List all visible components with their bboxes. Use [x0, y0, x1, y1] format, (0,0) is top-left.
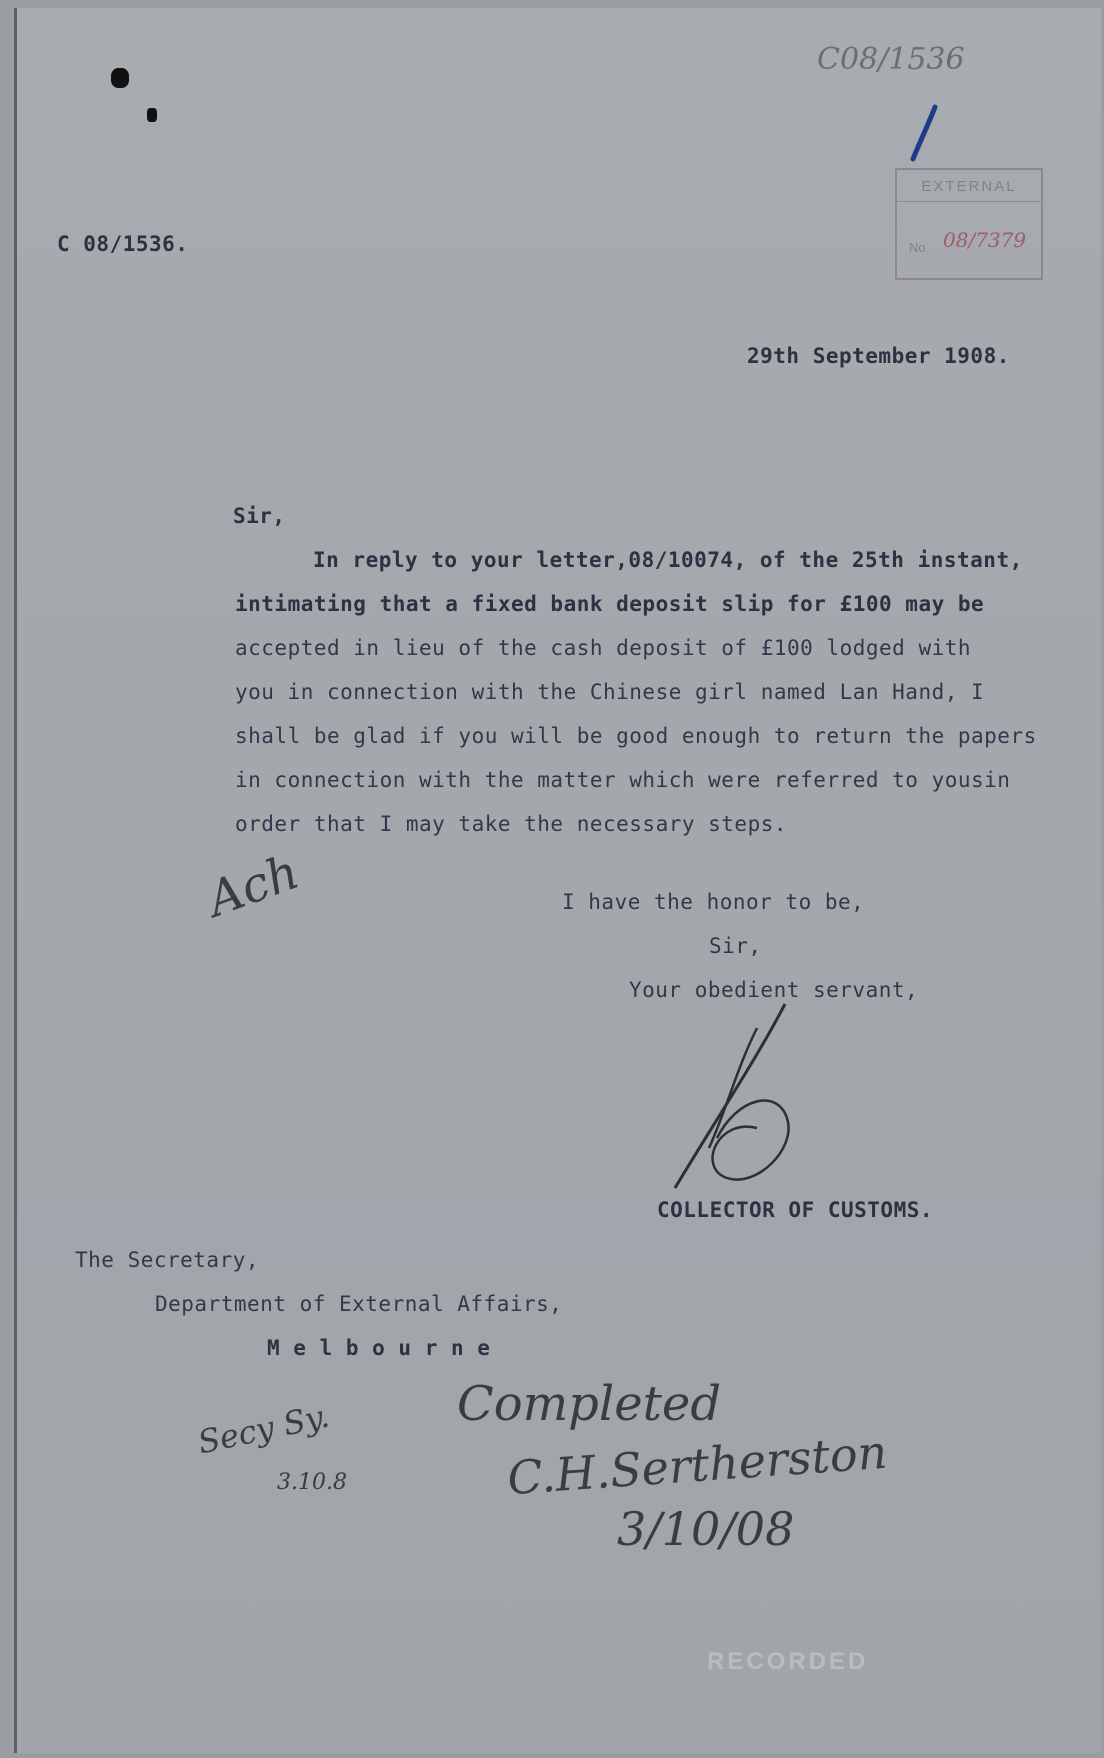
body-line-1: In reply to your letter,08/10074, of the 25th instant, — [313, 548, 1023, 572]
closing-line-1: I have the honor to be, — [562, 890, 865, 914]
body-line-6: in connection with the matter which were referred to yousin — [235, 768, 1011, 792]
tick-mark — [907, 103, 947, 163]
closing-line-2: Sir, — [709, 934, 762, 958]
body-line-2: intimating that a fixed bank deposit slip for £100 may be — [235, 592, 985, 616]
annotation-signature: C.H.Sertherston — [505, 1424, 889, 1506]
annotation-date: 3/10/08 — [617, 1502, 795, 1556]
top-handwritten-ref: C08/1536 — [817, 42, 965, 77]
punch-hole-mark — [111, 68, 129, 88]
stamp-no-label: No — [909, 240, 926, 255]
stamp-header: EXTERNAL — [897, 178, 1041, 202]
signatory-title: COLLECTOR OF CUSTOMS. — [657, 1198, 934, 1222]
addressee-line-3: M e l b o u r n e — [267, 1336, 491, 1360]
letter-page — [14, 8, 1101, 1753]
body-line-7: order that I may take the necessary steps. — [235, 812, 788, 836]
punch-hole-mark-2 — [147, 108, 157, 122]
body-line-3: accepted in lieu of the cash deposit of £100 lodged with — [235, 636, 972, 660]
body-line-4: you in connection with the Chinese girl named Lan Hand, I — [235, 680, 985, 704]
initials-left: Ach — [200, 843, 307, 929]
collector-signature — [657, 998, 827, 1198]
annotation-left-line-1: Secy Sy. — [194, 1396, 333, 1462]
salutation: Sir, — [233, 504, 286, 528]
faded-recorded-stamp: RECORDED — [707, 1648, 869, 1675]
closing-line-3: Your obedient servant, — [629, 978, 919, 1002]
annotation-left-line-2: 3.10.8 — [277, 1470, 347, 1495]
reference-number: C 08/1536. — [57, 232, 189, 256]
external-received-stamp — [895, 168, 1043, 280]
addressee-line-2: Department of External Affairs, — [155, 1292, 563, 1316]
addressee-line-1: The Secretary, — [75, 1248, 260, 1272]
letter-date: 29th September 1908. — [747, 344, 1010, 368]
annotation-completed: Completed — [457, 1376, 722, 1432]
stamp-number: 08/7379 — [943, 228, 1027, 252]
body-line-5: shall be glad if you will be good enough to return the papers — [235, 724, 1037, 748]
